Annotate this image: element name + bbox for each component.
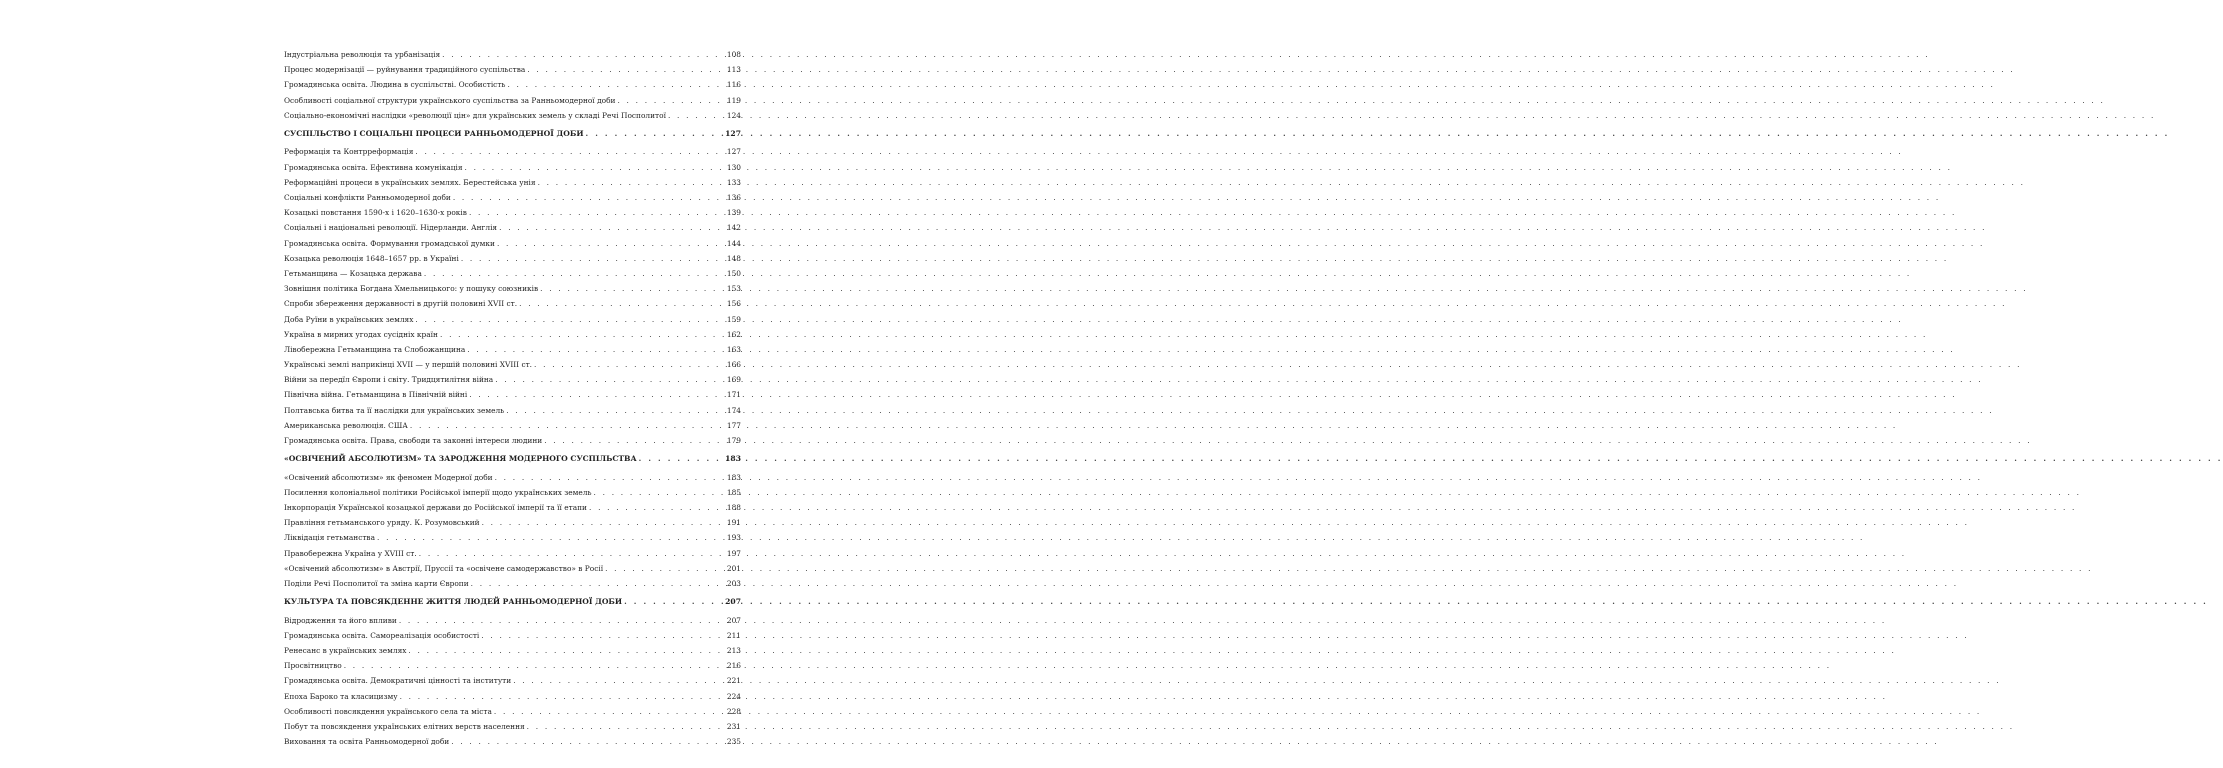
toc-dot-leader	[453, 193, 724, 202]
toc-dot-leader	[469, 390, 724, 399]
toc-dot-leader	[400, 692, 724, 701]
toc-page-number: 116	[726, 80, 741, 90]
toc-page-number: 191	[726, 518, 741, 528]
toc-dot-leader	[410, 421, 724, 430]
toc-entry[interactable]	[284, 375, 741, 390]
toc-entry-title: Громадянська освіта. Формування громадської думки	[284, 238, 495, 248]
toc-entry-title: Спроби збереження державності в другій половині XVII ст.	[284, 299, 518, 309]
toc-page-number: 124	[726, 110, 741, 120]
toc-section-heading[interactable]	[284, 129, 741, 143]
toc-entry[interactable]	[284, 533, 741, 548]
toc-page-number: 183	[726, 472, 741, 482]
toc-entry-title: Ренесанс в українських землях	[284, 646, 407, 656]
toc-entry[interactable]	[284, 503, 741, 518]
toc-dot-leader	[494, 707, 724, 716]
toc-entry-title: Козацька революція 1648–1657 рр. в Україні	[284, 253, 459, 263]
toc-entry-title: Процес модернізації — руйнування традиційного суспільства	[284, 65, 526, 75]
toc-dot-leader	[507, 80, 723, 89]
toc-entry[interactable]	[284, 299, 741, 314]
toc-page-number: 224	[726, 691, 741, 701]
toc-entry[interactable]	[284, 564, 741, 579]
toc-entry[interactable]	[284, 360, 741, 375]
toc-page-number: 183	[725, 454, 741, 464]
toc-entry-title: Індустріальна революція та урбанізація	[284, 50, 441, 59]
toc-page-number: 193	[726, 533, 741, 543]
toc-entry-title: Побут та повсякдення українських елітних верств населення	[284, 722, 525, 731]
toc-dot-leader	[408, 646, 723, 655]
toc-dot-leader	[589, 503, 724, 512]
toc-entry[interactable]	[284, 96, 741, 111]
toc-dot-leader	[499, 223, 724, 232]
toc-entry-title: «Освічений абсолютизм» в Австрії, Пруссії та «освічене самодержавство» в Росії	[284, 563, 604, 573]
toc-entry-title: Лівобережна Гетьманщина та Слобожанщина	[284, 344, 466, 354]
toc-dot-leader	[527, 722, 724, 731]
toc-page-number: 174	[726, 405, 741, 415]
toc-dot-leader	[538, 178, 724, 187]
toc-page-number: 221	[726, 676, 741, 686]
toc-entry[interactable]	[284, 707, 741, 722]
toc-dot-leader	[506, 406, 724, 415]
toc-dot-leader	[617, 96, 723, 105]
toc-dot-leader	[467, 345, 724, 354]
toc-page-number: 207	[725, 597, 741, 607]
toc-entry-title: Гетьманщина — Козацька держава	[284, 268, 422, 278]
toc-entry-title: Соціальні і національні революції. Нідерланди. Англія	[284, 223, 498, 233]
toc-entry[interactable]	[284, 436, 741, 451]
toc-page-number: 211	[726, 630, 741, 640]
toc-entry[interactable]	[284, 147, 741, 162]
toc-dot-leader	[465, 163, 724, 172]
toc-entry-title: Американська революція. США	[284, 420, 408, 430]
toc-dot-leader	[344, 661, 724, 670]
toc-entry-title: Полтавська битва та її наслідки для українських земель	[284, 405, 505, 415]
toc-entry-title: Соціальні конфлікти Ранньомодерної доби	[284, 193, 451, 202]
toc-page-number: 133	[726, 177, 741, 187]
toc-entry-title: Північна війна. Гетьманщина в Північній війні	[284, 390, 468, 400]
toc-entry-title: Громадянська освіта. Самореалізація особистості	[284, 630, 480, 640]
toc-entry[interactable]	[284, 330, 741, 345]
toc-entry-title: Зовнішня політика Богдана Хмельницького: у пошуку союзників	[284, 284, 539, 294]
toc-dot-leader	[495, 375, 724, 384]
toc-page-number: 228	[726, 706, 741, 716]
toc-page-number: 159	[726, 314, 741, 324]
toc-page-number: 207	[726, 615, 741, 625]
toc-section-title: СУСПІЛЬСТВО І СОЦІАЛЬНІ ПРОЦЕСИ РАННЬОМОДЕРНОЇ ДОБИ	[284, 128, 584, 138]
toc-entry-title: Українські землі наприкінці XVII — у першій половині XVIII ст.	[284, 360, 533, 370]
toc-entry-title: Війни за передїл Європи і світу. Тридцятилітня війна	[284, 375, 494, 385]
toc-page-number: 108	[726, 50, 741, 59]
toc-dot-leader	[534, 360, 724, 369]
toc-entry[interactable]	[284, 80, 741, 95]
toc-dot-leader	[586, 129, 723, 138]
toc-dot-leader	[469, 208, 724, 217]
toc-entry-title: Інкорпорація Української козацької держави до Російської імперії та її етапи	[284, 503, 587, 513]
table-of-contents	[284, 50, 741, 752]
toc-dot-leader	[668, 111, 724, 120]
toc-dot-leader	[481, 631, 724, 640]
toc-entry[interactable]	[284, 208, 741, 223]
toc-page-number: 179	[726, 436, 741, 445]
toc-dot-leader	[471, 579, 724, 588]
toc-entry-title: Правління гетьманського уряду. К. Розумовський	[284, 518, 480, 528]
toc-page-number: 142	[726, 223, 741, 233]
toc-page-number: 177	[726, 420, 741, 430]
toc-entry-title: Козацькі повстання 1590-х і 1620–1630-х років	[284, 208, 467, 218]
toc-page-number: 171	[726, 390, 741, 400]
toc-page-number: 113	[726, 65, 741, 75]
toc-page-number: 136	[726, 193, 741, 202]
toc-entry[interactable]	[284, 345, 741, 360]
toc-dot-leader	[605, 564, 724, 573]
toc-entry[interactable]	[284, 518, 741, 533]
toc-entry-title: Просвітництво	[284, 661, 342, 671]
toc-entry[interactable]	[284, 676, 741, 691]
toc-dot-leader	[527, 65, 724, 74]
toc-entry-title: «Освічений абсолютизм» як феномен Модерної доби	[284, 472, 493, 482]
toc-dot-leader	[639, 454, 722, 463]
toc-dot-leader	[624, 597, 722, 606]
toc-dot-leader	[519, 299, 724, 308]
toc-entry-title: Україна в мирних угодах сусідніх країн	[284, 329, 438, 339]
toc-page-number: 203	[726, 579, 741, 588]
toc-entry[interactable]	[284, 549, 741, 564]
toc-page-number: 166	[726, 360, 741, 370]
toc-dot-leader	[540, 284, 724, 293]
toc-entry[interactable]	[284, 737, 741, 752]
toc-dot-leader	[497, 239, 724, 248]
toc-page-number: 119	[726, 95, 741, 105]
toc-entry[interactable]	[284, 692, 741, 707]
toc-dot-leader	[495, 473, 724, 482]
toc-entry[interactable]	[284, 65, 741, 80]
toc-dot-leader	[594, 488, 724, 497]
toc-entry-title: Особливості соціальної структури українського суспільства за Ранньомодерної доби	[284, 95, 616, 105]
toc-entry[interactable]	[284, 254, 741, 269]
toc-entry[interactable]	[284, 406, 741, 421]
toc-section-heading[interactable]	[284, 454, 741, 468]
toc-page-number: 169	[726, 375, 741, 385]
toc-dot-leader	[424, 269, 724, 278]
toc-entry-title: Громадянська освіта. Права, свободи та законні інтереси людини	[284, 436, 543, 445]
toc-entry[interactable]	[284, 661, 741, 676]
toc-entry[interactable]	[284, 193, 741, 208]
toc-entry-title: Посилення колоніальної політики Російської імперії щодо українських земель	[284, 487, 592, 497]
toc-entry-title: Особливості повсякдення українського села та міста	[284, 706, 492, 716]
toc-dot-leader	[482, 518, 724, 527]
toc-entry[interactable]	[284, 111, 741, 126]
toc-page-number: 162	[726, 329, 741, 339]
toc-entry[interactable]	[284, 178, 741, 193]
toc-entry[interactable]	[284, 163, 741, 178]
toc-entry[interactable]	[284, 239, 741, 254]
toc-entry[interactable]	[284, 50, 741, 65]
toc-entry-title: Ліквідація гетьманства	[284, 533, 375, 543]
toc-page-number: 150	[726, 268, 741, 278]
toc-entry[interactable]	[284, 579, 741, 594]
toc-entry[interactable]	[284, 421, 741, 436]
toc-page-number: 201	[726, 563, 741, 573]
toc-page-number: 216	[726, 661, 741, 671]
toc-dot-leader	[513, 676, 724, 685]
toc-page-number: 139	[726, 208, 741, 218]
toc-entry-title: Доба Руїни в українських землях	[284, 314, 414, 324]
toc-entry-title: Правобережна Україна у XVIII ст.	[284, 548, 417, 558]
toc-entry[interactable]	[284, 646, 741, 661]
toc-page-number: 231	[726, 722, 741, 731]
toc-entry[interactable]	[284, 223, 741, 238]
toc-page-number: 188	[726, 503, 741, 513]
toc-dot-leader	[442, 50, 724, 59]
toc-page-number: 156	[726, 299, 741, 309]
toc-entry[interactable]	[284, 315, 741, 330]
toc-dot-leader	[377, 533, 724, 542]
toc-section-title: КУЛЬТУРА ТА ПОВСЯКДЕННЕ ЖИТТЯ ЛЮДЕЙ РАННЬОМОДЕРНОЇ ДОБИ	[284, 597, 623, 607]
toc-entry-title: Громадянська освіта. Демократичні цінності та інститути	[284, 676, 512, 686]
toc-page-number: 148	[726, 253, 741, 263]
toc-dot-leader	[399, 616, 724, 625]
toc-entry[interactable]	[284, 473, 741, 488]
toc-entry-title: Поділи Речі Посполитої та зміна карти Європи	[284, 579, 469, 588]
toc-dot-leader	[440, 330, 724, 339]
toc-entry-title: Епоха Бароко та класицизму	[284, 691, 398, 701]
toc-entry[interactable]	[284, 616, 741, 631]
toc-entry-title: Реформація та Контрреформація	[284, 147, 414, 157]
toc-entry-title: Реформаційні процеси в українських землях. Берестейська унія	[284, 177, 536, 187]
toc-dot-leader	[415, 315, 724, 324]
toc-page-number: 163	[726, 344, 741, 354]
toc-page-number: 127	[725, 128, 741, 138]
toc-dot-leader	[415, 147, 724, 156]
toc-page-number: 185	[726, 487, 741, 497]
toc-entry-title: Відродження та його впливи	[284, 615, 397, 625]
toc-dot-leader	[419, 549, 724, 558]
toc-entry-title: Громадянська освіта. Людина в суспільстві. Особистість	[284, 80, 506, 90]
toc-entry[interactable]	[284, 488, 741, 503]
toc-entry-title: Виховання та освіта Ранньомодерної доби	[284, 737, 450, 747]
toc-page-number: 235	[726, 737, 741, 747]
toc-dot-leader	[451, 737, 724, 746]
toc-page-number: 197	[726, 548, 741, 558]
toc-dot-leader	[544, 436, 724, 445]
toc-entry[interactable]	[284, 390, 741, 405]
toc-section-title: «ОСВІЧЕНИЙ АБСОЛЮТИЗМ» ТА ЗАРОДЖЕННЯ МОДЕРНОГО СУСПІЛЬСТВА	[284, 454, 637, 464]
toc-entry[interactable]	[284, 269, 741, 284]
toc-page-number: 144	[726, 238, 741, 248]
toc-entry[interactable]	[284, 284, 741, 299]
toc-section-heading[interactable]	[284, 597, 741, 611]
toc-page-number: 130	[726, 162, 741, 172]
toc-page-number: 127	[726, 147, 741, 157]
toc-page-number: 213	[726, 646, 741, 656]
toc-page-number: 153	[726, 284, 741, 294]
toc-entry-title: Соціально-економічні наслідки «революції цін» для українських земель у складі Речі Посполитої	[284, 110, 666, 120]
toc-entry[interactable]	[284, 631, 741, 646]
toc-dot-leader	[461, 254, 724, 263]
toc-entry[interactable]	[284, 722, 741, 737]
toc-entry-title: Громадянська освіта. Ефективна комунікація	[284, 162, 463, 172]
